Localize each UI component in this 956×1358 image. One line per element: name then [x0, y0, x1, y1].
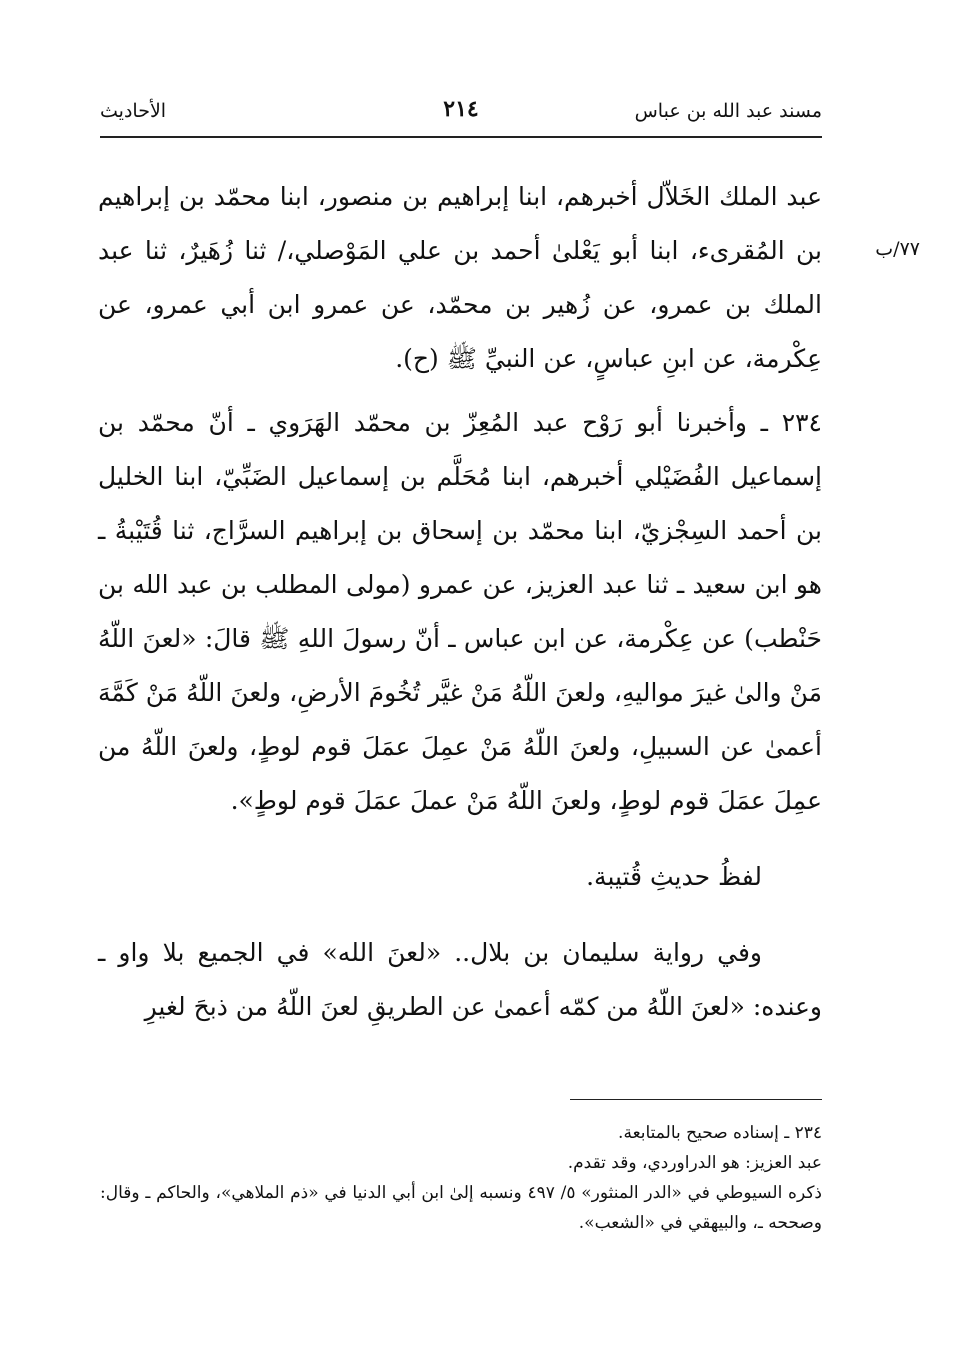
footnote-grading: ٢٣٤ ـ إسناده صحيح بالمتابعة. [618, 1123, 822, 1143]
footnote-divider [570, 1099, 822, 1100]
paragraph-wording-note: لفظُ حديثِ قُتيبة. [586, 862, 762, 891]
running-book-title: مسند عبد الله بن عباس [634, 100, 822, 122]
header-rule [100, 136, 822, 138]
footnotes [100, 1118, 822, 1238]
paragraph-variant-narration: وفي رواية سليمان بن بلال.. «لعنَ الله» في الجميع بلا واو ـ وعنده: «لعنَ اللّهُ من كمّه أعمىٰ عن الطريقِ لعنَ اللّهُ من ذبحَ لغيرِ [98, 938, 822, 1021]
main-text [98, 170, 822, 1034]
footnote-narrator-note: عبد العزيز: هو الدراوردي، وقد تقدم. [567, 1153, 822, 1173]
running-section-title: الأحاديث [100, 100, 167, 122]
page-header [100, 92, 822, 136]
paragraph-chain-continuation: عبد الملك الخَلاّل أخبرهم، ابنا إبراهيم بن منصور، ابنا محمّد بن إبراهيم بن المُقرىء، ابنا أبو يَعْلىٰ أحمد بن علي المَوْصلي،/ ثنا زُهَيرٌ، ثنا عبد الملك بن عمرو، عن زُهير بن محمّد، عن عمرو ابن أبي عمرو، عن عِكْرمة، عن ابنِ عباسٍ، عن النبيِّ ﷺ (ح). [98, 182, 822, 373]
paragraph-hadith-234: ٢٣٤ ـ وأخبرنا أبو رَوْح عبد المُعِزّ بن محمّد الهَرَوي ـ أنّ محمّد بن إسماعيل الفُضَيْلي أخبرهم، ابنا مُحَلَّم بن إسماعيل الضَبِّيّ، ابنا الخليل بن أحمد السِجْزيّ، ابنا محمّد بن إسحاق بن إبراهيم السرَّاج، ثنا قُتَيْبةُ ـ هو ابن سعيد ـ ثنا عبد العزيز، عن عمرو (مولى المطلب بن عبد الله بن حَنْطب) عن عِكْرمة، عن ابن عباس ـ أنّ رسولَ اللهِ ﷺ قالَ: «لعنَ اللّهُ مَنْ والىٰ غيرَ مواليهِ، ولعنَ اللّهُ مَنْ غيَّر تُخُومَ الأرضِ، ولعنَ اللّهُ مَنْ كَمَّهَ أعمىٰ عن السبيلِ، ولعنَ اللّهُ مَنْ عمِلَ عمَلَ قوم لوطٍ، ولعنَ اللّهُ من عمِلَ عمَلَ قوم لوطٍ، ولعنَ اللّهُ مَنْ عملَ عمَلَ قوم لوطٍ». [98, 408, 822, 815]
footnote-sources: ذكره السيوطي في «الدر المنثور» ٥/ ٤٩٧ ونسبه إلىٰ ابن أبي الدنيا في «ذم الملاهي»، والحاكم ـ وقال: وصححه ـ، والبيهقي في «الشعب». [100, 1183, 822, 1233]
manuscript-folio-marker: ٧٧/ب [875, 238, 920, 260]
page-number: ٢١٤ [443, 96, 479, 122]
